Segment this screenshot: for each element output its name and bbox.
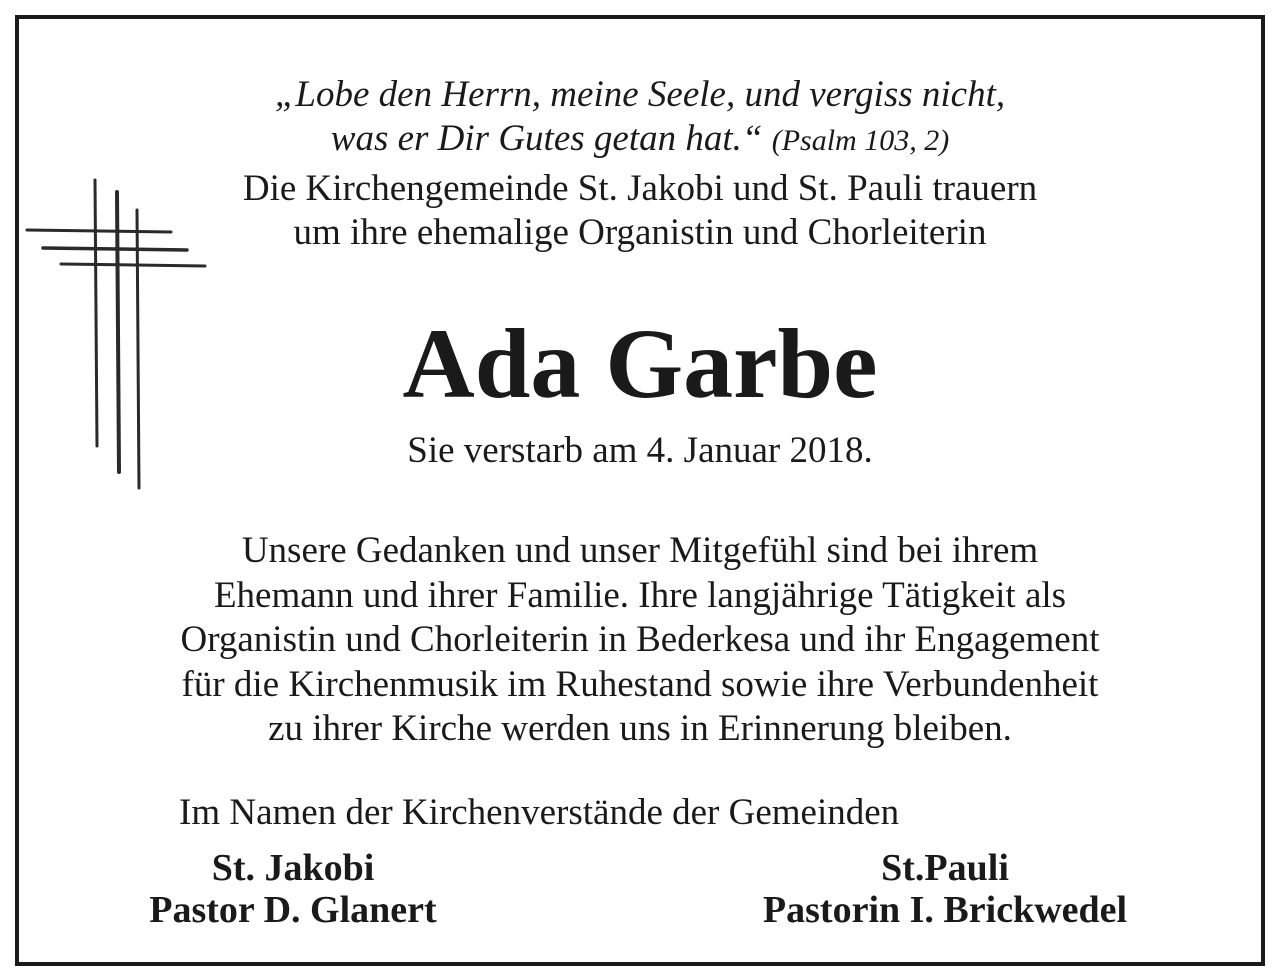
signature-person: Pastorin I. Brickwedel	[762, 889, 1128, 931]
quote-line-1: „Lobe den Herrn, meine Seele, und vergiss nicht,	[274, 74, 1006, 115]
intro-line-1: Die Kirchengemeinde St. Jakobi und St. Pauli trauern	[242, 168, 1038, 209]
body-line: zu ihrer Kirche werden uns in Erinnerung bleiben.	[268, 708, 1012, 749]
signature-parish: St.Pauli	[881, 847, 1009, 889]
quote-line-2: was er Dir Gutes getan hat.“ (Psalm 103, 2)	[330, 118, 950, 159]
death-date: Sie verstarb am 4. Januar 2018.	[407, 430, 873, 471]
signature-person: Pastor D. Glanert	[149, 889, 437, 931]
body-line: Ehemann und ihrer Familie. Ihre langjährige Tätigkeit als	[213, 574, 1067, 616]
on-behalf-line: Im Namen der Kirchenverstände der Gemeinden	[179, 792, 900, 833]
condolence-text	[19, 529, 1261, 752]
psalm-quote	[19, 73, 1261, 163]
quote-reference: (Psalm 103, 2)	[771, 124, 950, 157]
intro-text	[19, 167, 1261, 255]
intro-line-2: um ihre ehemalige Organistin und Chorleiterin	[293, 212, 987, 253]
body-line: Unsere Gedanken und unser Mitgefühl sind bei ihrem	[241, 530, 1039, 571]
signature-left	[123, 847, 463, 931]
deceased-name: Ada Garbe	[402, 308, 878, 419]
signature-right	[725, 847, 1165, 931]
body-line: Organistin und Chorleiterin in Bederkesa und ihr Engagement	[180, 619, 1100, 660]
obituary-notice	[15, 15, 1265, 966]
body-line: für die Kirchenmusik im Ruhestand sowie ihre Verbundenheit	[181, 663, 1099, 705]
signature-parish: St. Jakobi	[211, 847, 375, 889]
